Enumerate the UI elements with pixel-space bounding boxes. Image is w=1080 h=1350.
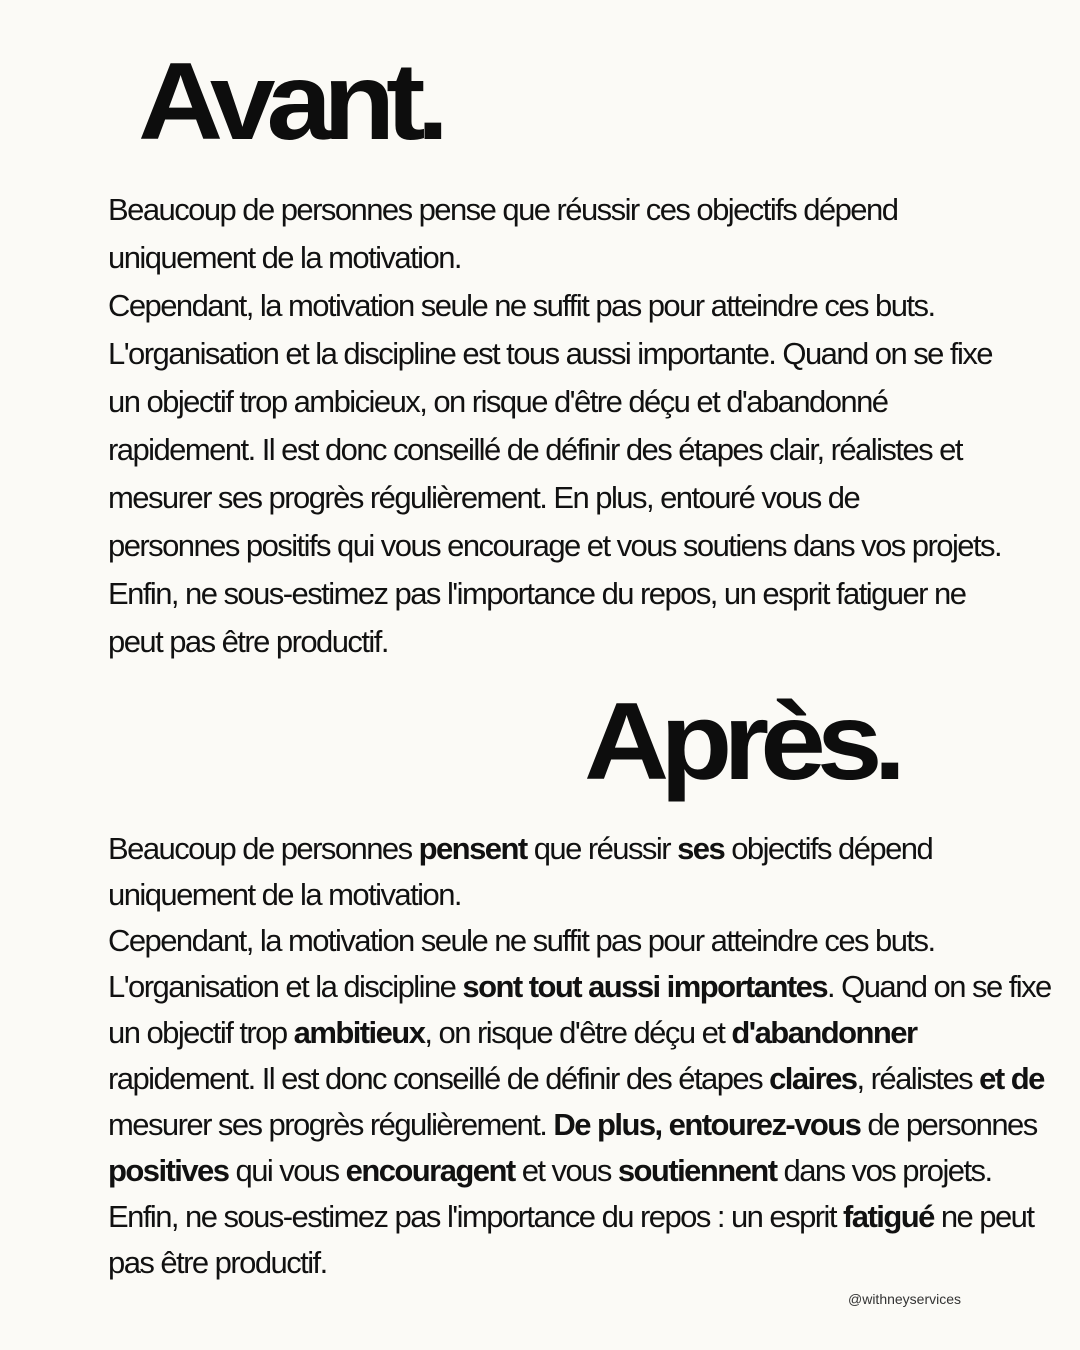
before-text-line: mesurer ses progrès régulièrement. En plus, entouré vous de bbox=[108, 480, 860, 515]
corrected-word: et de bbox=[979, 1061, 1044, 1096]
after-text-line bbox=[108, 1056, 1051, 1102]
before-text-line: L'organisation et la discipline est tous aussi importante. Quand on se fixe bbox=[108, 336, 992, 371]
before-text-line: uniquement de la motivation. bbox=[108, 240, 461, 275]
before-text-line: Beaucoup de personnes pense que réussir ces objectifs dépend bbox=[108, 192, 898, 227]
after-paragraph bbox=[108, 826, 1051, 1286]
before-text-line: personnes positifs qui vous encourage et vous soutiens dans vos projets. bbox=[108, 528, 1002, 563]
after-text-line bbox=[108, 826, 1051, 872]
text-segment: rapidement. Il est donc conseillé de définir des étapes bbox=[108, 1061, 770, 1096]
text-segment: L'organisation et la discipline bbox=[108, 969, 463, 1004]
after-text-line bbox=[108, 964, 1051, 1010]
after-text-line bbox=[108, 872, 1051, 918]
corrected-word: encouragent bbox=[345, 1153, 515, 1188]
text-segment: Beaucoup de personnes bbox=[108, 831, 419, 866]
text-segment: , réalistes bbox=[856, 1061, 980, 1096]
before-text-line: Cependant, la motivation seule ne suffit pas pour atteindre ces buts. bbox=[108, 288, 935, 323]
after-heading: Après. bbox=[584, 680, 898, 804]
text-segment: et vous bbox=[514, 1153, 618, 1188]
corrected-word: claires bbox=[769, 1061, 857, 1096]
text-segment: ne peut bbox=[933, 1199, 1034, 1234]
text-segment: un objectif trop bbox=[108, 1015, 294, 1050]
after-text-line bbox=[108, 1194, 1051, 1240]
text-segment: Cependant, la motivation seule ne suffit pas pour atteindre ces buts. bbox=[108, 923, 935, 958]
text-segment: de personnes bbox=[860, 1107, 1037, 1142]
after-text-line bbox=[108, 918, 1051, 964]
text-segment: pas être productif. bbox=[108, 1245, 327, 1280]
text-segment: dans vos projets. bbox=[776, 1153, 992, 1188]
after-text-line bbox=[108, 1102, 1051, 1148]
text-segment: que réussir bbox=[526, 831, 678, 866]
corrected-word: sont tout aussi importantes bbox=[462, 969, 828, 1004]
before-text-line: peut pas être productif. bbox=[108, 624, 388, 659]
text-segment: objectifs dépend bbox=[724, 831, 933, 866]
text-segment: . Quand on se fixe bbox=[827, 969, 1051, 1004]
corrected-word: pensent bbox=[418, 831, 527, 866]
text-segment: Enfin, ne sous-estimez pas l'importance du repos : un esprit bbox=[108, 1199, 844, 1234]
corrected-word: d'abandonner bbox=[731, 1015, 917, 1050]
corrected-word: fatigué bbox=[843, 1199, 934, 1234]
author-handle: @withneyservices bbox=[848, 1291, 962, 1307]
corrected-word: ambitieux bbox=[293, 1015, 425, 1050]
after-text-line bbox=[108, 1240, 1051, 1286]
before-text-line: rapidement. Il est donc conseillé de définir des étapes clair, réalistes et bbox=[108, 432, 962, 467]
corrected-word: soutiennent bbox=[617, 1153, 777, 1188]
before-heading: Avant. bbox=[138, 40, 441, 164]
text-segment: uniquement de la motivation. bbox=[108, 877, 461, 912]
after-text-line bbox=[108, 1148, 1051, 1194]
before-paragraph bbox=[108, 186, 1001, 666]
before-text-line: Enfin, ne sous-estimez pas l'importance du repos, un esprit fatiguer ne bbox=[108, 576, 966, 611]
text-segment: mesurer ses progrès régulièrement. bbox=[108, 1107, 554, 1142]
corrected-word: positives bbox=[108, 1153, 229, 1188]
text-segment: qui vous bbox=[228, 1153, 346, 1188]
corrected-word: De plus, entourez-vous bbox=[553, 1107, 861, 1142]
text-segment: , on risque d'être déçu et bbox=[424, 1015, 732, 1050]
after-text-line bbox=[108, 1010, 1051, 1056]
corrected-word: ses bbox=[677, 831, 725, 866]
before-text-line: un objectif trop ambicieux, on risque d'être déçu et d'abandonné bbox=[108, 384, 888, 419]
